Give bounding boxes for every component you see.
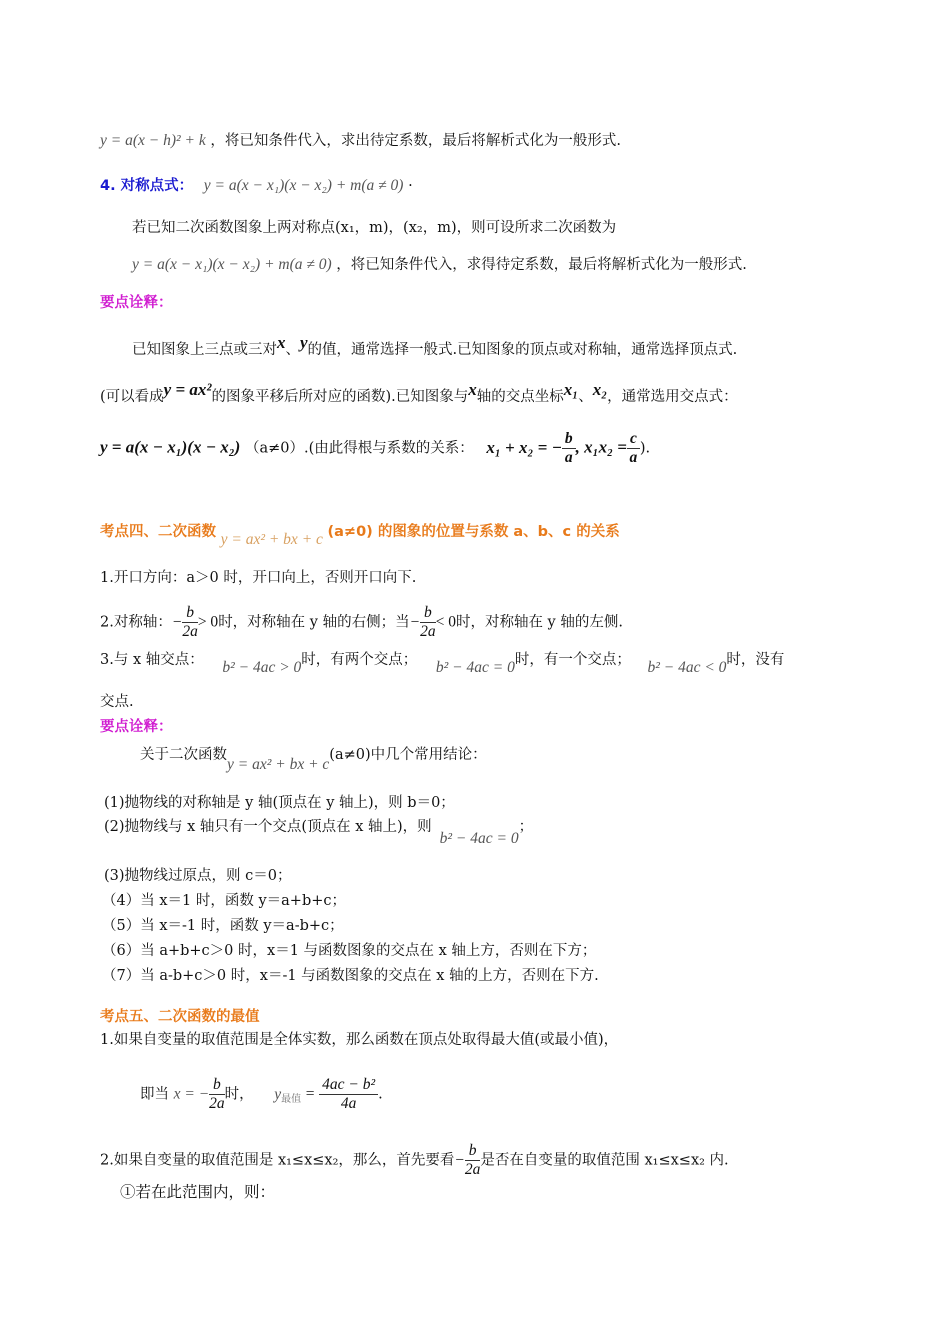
section-4-para2: ，将已知条件代入，求得待定系数，最后将解析式化为一般形式. xyxy=(336,257,747,273)
note-1-line-1: 已知图象上三点或三对x、y的值，通常选择一般式.已知图象的顶点或对称轴，通常选择顶点式. xyxy=(132,333,738,358)
section-kaodian-4-heading: 考点四、二次函数 y = ax² + bx + c (a≠0) 的图象的位置与系数 a、b、c 的关系 xyxy=(100,524,620,548)
conclusion-2: (2)抛物线与 x 轴只有一个交点(顶点在 x 轴上)，则b² − 4ac = 0； xyxy=(104,819,534,847)
conclusion-1: (1)抛物线的对称轴是 y 轴(顶点在 y 轴上)，则 b＝0； xyxy=(104,795,455,811)
conclusion-6: （6）当 a+b+c＞0 时，x＝1 与函数图象的交点在 x 轴上方，否则在下方； xyxy=(102,943,597,959)
vertex-form-formula: y = a(x − h)² + k xyxy=(100,132,206,149)
extremum-para-2: 即当 x = − $\frac{b}{2a}$ 时， $y_{最值}$ = $\frac{\text{4ac − b²}}{4a}$ . xyxy=(140,1076,383,1112)
intro-line xyxy=(100,131,621,151)
conclusion-3: (3)抛物线过原点，则 c＝0； xyxy=(104,868,292,884)
extremum-para-4: ①若在此范围内，则： xyxy=(120,1183,276,1201)
section-kaodian-5-heading: 考点五、二次函数的最值 xyxy=(100,1009,260,1025)
extremum-para-3: 2.如果自变量的取值范围是 x₁≤x≤x₂，那么，首先要看− $\frac{b}{2a}$ 是否在自变量的取值范围 x₁≤x≤x₂ 内. xyxy=(100,1142,729,1178)
symmetric-form-formula-2: y = a(x − x₁)(x − x₂) + m(a ≠ 0) xyxy=(132,256,332,273)
conclusion-5: （5）当 x＝-1 时，函数 y＝a-b+c； xyxy=(102,918,344,934)
conclusion-7: （7）当 a-b+c＞0 时，x＝-1 与函数图象的交点在 x 轴的上方，否则在下方. xyxy=(102,968,599,984)
section-4-para2-line xyxy=(132,255,747,275)
section-4-heading-line xyxy=(100,176,413,196)
note-1-line-3: y = a(x − x₁)(x − x₂) （a≠0）.(由此得根与系数的关系： x₁ + x₂ = − $\frac{b}{a}$ , x₁x₂ = $\frac{c}{a}$ ). xyxy=(100,430,651,466)
note-1-heading: 要点诠释： xyxy=(100,295,173,311)
vieta-sum: x₁ + x₂ = − xyxy=(486,437,562,457)
vieta-product: , x₁x₂ = xyxy=(575,437,627,457)
item-1-opening: 1.开口方向：a＞0 时，开口向上，否则开口向下. xyxy=(100,570,417,586)
note-2-intro: 关于二次函数y = ax² + bx + c(a≠0)中几个常用结论： xyxy=(140,747,487,773)
note-1-line-2: (可以看成y = ax²的图象平移后所对应的函数).已知图象与x轴的交点坐标x₁、x₂，通常选用交点式： xyxy=(100,380,738,405)
general-form-formula: y = ax² + bx + c xyxy=(220,531,323,548)
extremum-para-1: 1.如果自变量的取值范围是全体实数，那么函数在顶点处取得最大值(或最小值)， xyxy=(100,1032,619,1048)
item-3-intersections: 3.与 x 轴交点： b² − 4ac > 0时，有两个交点； b² − 4ac = 0时，有一个交点； b² − 4ac < 0时，没有 xyxy=(100,652,785,676)
section-4-heading: 4. 对称点式： xyxy=(100,178,194,194)
note-2-heading: 要点诠释： xyxy=(100,719,173,735)
item-3-continuation: 交点. xyxy=(100,694,134,710)
symmetric-form-formula: y = a(x − x₁)(x − x₂) + m(a ≠ 0) xyxy=(203,177,404,194)
formula-yax2: y = ax² xyxy=(163,380,212,399)
section-4-para1: 若已知二次函数图象上两对称点(x₁，m)，(x₂，m)，则可设所求二次函数为 xyxy=(132,220,617,236)
dot: · xyxy=(408,178,413,194)
item-2-axis: 2.对称轴：− $\frac{b}{2a}$ > 0时，对称轴在 y 轴的右侧；当− $\frac{b}{2a}$ < 0时，对称轴在 y 轴的左侧. xyxy=(100,604,623,640)
intro-text: ，将已知条件代入，求出待定系数，最后将解析式化为一般形式. xyxy=(210,133,621,149)
intercept-form-formula: y = a(x − x₁)(x − x₂) xyxy=(100,437,241,457)
conclusion-4: （4）当 x＝1 时，函数 y＝a+b+c； xyxy=(102,893,346,909)
